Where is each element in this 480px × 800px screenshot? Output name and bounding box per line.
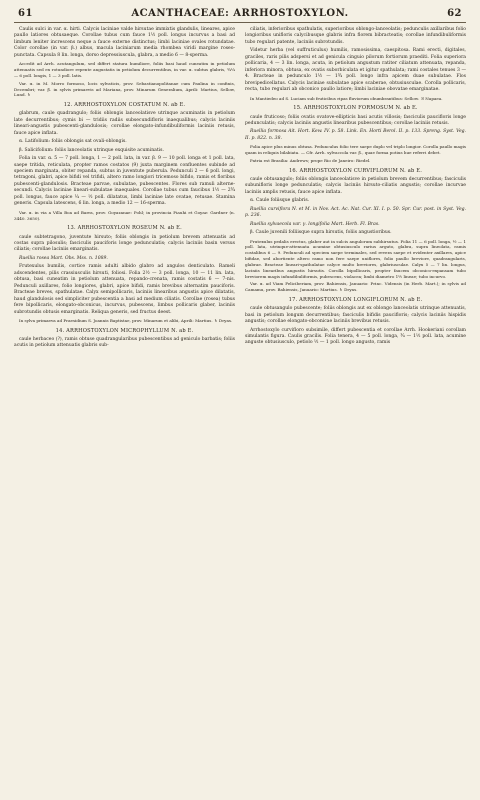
locality-note: Folia apice plus minus obtusa. Pedunculus folio tere saepe duplo vel triplo longior. Corolla paullo magis quam in reliquis bilabiata. — Cfr. Arrh. sylvaccola var. β., quae forma potius hue referri debet. [245,144,466,156]
text-paragraph: ciliatis, inferioribus spathulatis, superioribus oblongo-lanceolatis; pedunculis axillaribus folio longioribus unifloris calycibusque glabris infra florem bibracteatis; corollae infundibuliformis tubo regulari patente, laciniis subrotundis. [245,27,466,45]
locality-note: Patria est Brasilia: Andrews; prope Rio de Janeiro: Riedel. [250,158,371,163]
locality-note: Var. α. in via a Villa Boa ad Barra, prov. Goyazanae: Pohl; in provincia Piauhi et Goyaz: Gardner (n. 3440. 3650). [14,209,235,221]
species-heading: 15. ARRHOSTOXYLON FORMOSUM N. ab E. [293,105,418,112]
text-paragraph: caule obtusangulo pubescente; foliis oblongis aut ex oblongo lanceolatis utrinque attenuatis, basi in petiolum longum decurrentibus; fasciculis bifidis paucifloris; calycis laciniis hispidis angustis; corollae elongato-obconicae laciniis brevibus retusis. [245,306,466,325]
locality-note: In Mantiedeo ad S. Luciam sub fruticibus ripas fluviorum obumbrantibus: Sellow. ♃ Napaea. [250,95,443,101]
species-heading: 17. ARRHOSTOXYLON LONGIFLORUM N. ab E. [288,296,423,303]
text-paragraph: β. Salicifolium: foliis lanceolatis utrinque exquisite acuminatis. [19,147,164,153]
page-header [14,8,466,23]
reference-line: Ruellia sylvaecola var. γ. longifolia Mart. Herb. Fl. Bras. [250,221,380,227]
text-paragraph: caule herbaceo (?), ramis obtuse quadrangularibus pubescentibus ad geniculo barbatis; foliis acutis in petiolum attenuatis glabris sub- [14,337,235,349]
text-columns [14,27,466,352]
reference-line: Ruellia rosea Mart. Obs. Mss. n. 1089. [19,255,108,261]
species-heading: 16. ARRHOSTOXYLON CURVIFLORUM N. ab E. [288,167,423,174]
text-paragraph: α. Latifolium: foliis oblongis sat ovali-oblongis. [19,139,127,145]
species-heading: 12. ARRHOSTOXYLON COSTATUM N. ab E. [63,102,186,109]
reference-line: Ruellia formosa Ait. Hort. Kew. IV. p. 58. Link. En. Horti Berol. II. p. 133. Spreng. Syst. Veg. II. p. 822. n. 38. [245,129,466,141]
species-heading: 13. ARRHOSTOXYLON ROSEUM N. ab E. [67,225,182,232]
reference-line: Ruellia curviflora N. et M. in Nov. Act. Ac. Nat. Cur. XI. I. p. 50. Spr. Cur. post. in Syst. Veg. p. 236. [245,206,466,219]
text-paragraph: caule subtetragono, juventute hirsuto; foliis oblongis in petiolum brevem attenuatis ad costas supra pilosulis; fasciculis pauciforis longe pedunculatis; calycis laciniis basin versus ciliatis; corollae laciniis emarginatis. [14,234,235,253]
running-title: ACANTHACEAE: ARRHOSTOXYLON. [131,8,349,19]
locality-note: Var. α. ad Viam Feliciberiam, prov. Bahiensis, Januario: Princ. Vidensis (in Herb. Mart.); in sylvis ad Camamu, prov. Bahiensis, Januario: Martius. ♄ Dryas. [245,281,466,293]
text-paragraph: Caulis sulci in var. α. hirti. Calycis laciniae valde hirsutae immixtis glandulis, lineares, apice paullo latiores obtusaeque. Corollae tubus cum fauce 1½ poll. longus incurvus a basi ad limbum leniter increscens neque a fauce externe distinctus; limbi laciniae ovales rotundatae. Color corollae (in var. β.) albus, macula laciniarum media rhombea viridi margine roseo-punctata. Capsula 8 lin. longa, dorso depressiuscula, glabra, a medio 6 — 8-sperma. [14,27,235,58]
text-paragraph: Frutexulus bumilis, cortice ramis adulti albido glabro ad angulos denticulato. Rameli adscendentes, pilis crassiusculis hirsuti, foliosi. Folia 2½ — 3 poll. longa, 10 — 11 lin. lata, obtusa, basi cuneatim in petiolum attenuata, repando-crenata, ramis costatis 6 — 7-nis. Pedunculi axillares, folio longiores, glabri, apice bifidi, ramis brevibus alternatim pauciforis. Bracteae breves, spathulatae. Calyx semipollicaris, laciniis linearibus angustis apice dilatatis, haud glandulosis sed simpliciter pubescentia a basi ad medium ciliatis. Corollae (rosea) tubus fere bipollicaris, elongato-obconicus, incurvus, pubescens, limbus pollicaris glaber, laciniis subrotundis obtusis emarginatis. Reliqua generis, sed fructus deest. [14,264,235,315]
locality-note: Var. α. in M. Morro formoso, locis sylvaticis, prov. Sebastianopolitanae cum Paulina in confinis, Decembri; var. β. in sylvis primaevis ad Mariana, prov. Minarum Generalium, Aprili: Martius, Sellow, Lund. ♄ [14,80,235,98]
species-heading: 14. ARRHOSTOXYLON MICROPHYLLUM N. ab E. [55,327,194,334]
text-paragraph: caule obtusangulo; foliis oblongis lanceolatisve in petiolum brevem decurrentibus; fasciculis subunifloris longe pedunculatis; calycis laciniis hirsuto-ciliatis angustis; corollae incurvae laciniis amplis retusis, fauce apice inflata. [245,177,466,195]
text-paragraph: glabrum, caule quadrangulo; foliis oblongis lanceolatisve utrinque acuminatis in petiolum late decurrentibus; cymis bi — tridiis radiis subsecundifloris inaequalibus; calycis laciniis lineari-angustis pubescenti-glandulosis; corollae elongato-infundibuliformis laciniis retusis, fauce apice inflata. [14,111,235,136]
text-paragraph: Arrhostoxylo curvifloro subsimile, differt pubescentia et corollae Arrh. Hookeriani corollam simulantis figura. Caulis gracilis. Folia tenera, 4 — 5 poll. longa, ¾ — 1½ poll. lata, acumine anguste obtusiusculo, petiolo ½ — 1 poll. longo angusto, ramis [245,327,466,346]
locality-note: Accedit ad Arrh. acutangulum, sed differt statura humiliore, foliis basi haud cuneatim in petiolum attenuatis sed ex rotundiore repente angustatis in petiolum decurrentibus, in var. α. subtus glabris, ¾¼ — 6 poll. longis, 1 — 3 poll. latis. [14,61,235,78]
text-paragraph: β. Caule juvenili folliisque supra hirsutis, foliis angustioribus. [250,230,392,236]
left-page-number: 61 [18,8,33,19]
right-column [245,27,466,352]
right-page-number: 62 [447,8,462,19]
text-paragraph: caule fruticoso; foliis ovatis ovatove-ellipticis basi acutis villosis; fasciculis paucifloris longe pedunculatis; calycis laciniis angustis linearibus pubescentibus; corollae laciniis retusis. [245,114,466,127]
left-column [14,27,235,352]
text-paragraph: α. Caule foliisque glabris. [250,198,310,204]
locality-note: In sylva primaeva ad Praesidium S. Joannis Baptistae, prov. Minarum et alibi, Aprili: Martius. ♄ Dryas. [19,317,233,323]
text-paragraph: Folia in var. α. 5 — 7 poll. longa, 1 — 2 poll. lata, in var. β. 9 — 10 poll. longa et 1 poll. lata, saepe tritida, reticulata, propter ramos costatos (9) juxta marginem confluentes subinde ad speciem marginata, obiter repanda, subtus in juventute puberula. Pedunculi 2 — 6 poll. longi, tetragoni, glabri, apice bifidi vel trifidi, altero ramo longiori tricemoso bifido, ramis et floribus pubescenti-glandulosis. Bracteae parvae, subulatae, pubescentes. Flores sub ramuli alterne-secundi. Calycis laciniae lineari-subulatae inaequales. Corollae tubus cum faucibus 1½ — 2¾ poll. longus, fauce apice ¼ — ½ poll. dilatatus, limbi laciniae late ovatae, retusae. Stamina generis. Capsula latescens, 6 lin. longa, a medio 12 — 16-sperma. [14,156,235,207]
locality-note: Frutexulus pedalis erectus, glaber aut in sulcis angulorum subhirsutus. Folia 11 — 6 poll. longa, ½ — 1 poll. lata, utrinque-attenuata acumine obtusiusculo rarius arguto, glabra, supra lineolata, ramis costalibus 6 — 9. Pedunculi ad speciem saepe terminales, sed revera saepe et evidenter axillares, apice bifidae, sed abortiente altero ramo non fere saepe uniflores, folio paullo breviore, quadrangularis, glabrae. Bracteae lineari-spathulatae calyce multo breviores, glabriusculae. Calyx 5 — 7 lin. longus, laciniis linearibus angustis hirsutis. Corolla bipollicaris, propter faucem obconico-expansam tubo breviorem magis infundibuliformis, pubescens, violacea; limbi diametro 1½ lineae; tubo incurvo. [245,238,466,279]
text-paragraph: Videtur herba (vel suffruticulus) humilis, ramosissima, caespitosa. Rami erecti, digitales, graciles, raris pilis adspersi et ad genicula cinguio pilorum fortiorum praediti. Folia superiora pollicaria, 4 — 3 lin. longa, acuta, in petiolum angustum ratiter ciliatum attenuata, repanda, inferiora minora, obtusa, ex ovatis suborbiculata et igitur spathulata; rami costales tenues 3 — 4. Bracteae in pedunculo 1½ — 1¾ poll. longo infra apicem duae subulatae. Flos brevipedicellatus. Calycis laciniae subulatae apice scaberae, obtusiusculae. Corolla pollicaris, recta, tubo regulari ab obconico paullo latiore; limbi laciniae obovatae emarginatae. [245,48,466,93]
